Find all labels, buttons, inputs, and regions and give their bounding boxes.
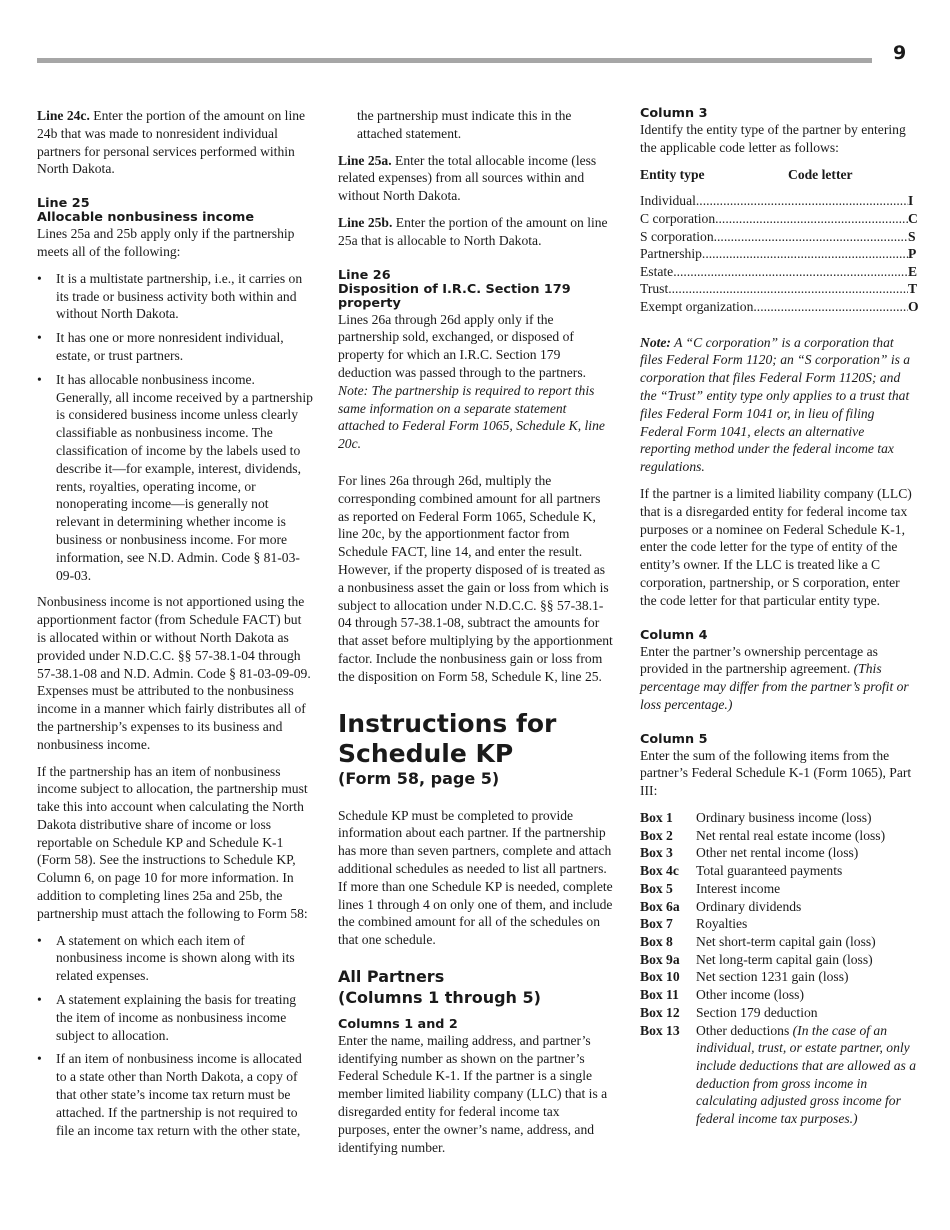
column-5-paragraph: Enter the sum of the following items from the partner’s Federal Schedule K-1 (Form 1065), Part III: <box>640 747 912 799</box>
note-paragraph: Note: A “C corporation” is a corporation that files Federal Form 1120; an “S corporation” is a corporation that files Federal Form 1120S; and the “Trust” entity type only applies to a trust that files Federal Form 1041 or, in lieu of filing Federal Form 1041, elects an alternative reporting method under the federal income tax regulations. <box>640 334 911 475</box>
header-rule <box>37 58 872 63</box>
column-4-paragraph: Enter the partner’s ownership percentage as provided in the partnership agreement. (This percentage may differ from the partner’s profit or loss percentage.) <box>640 643 909 712</box>
line-25-heading: Line 25 <box>37 196 90 212</box>
schedule-kp-paragraph: Schedule KP must be completed to provide information about each partner. If the partnership has more than seven partners, complete and attach additional schedules as needed to list all partners. If more than one Schedule KP is needed, complete lines 1 through 4 on only one of them, and include the combined amount for all of the schedules on that one schedule. <box>338 807 613 948</box>
line-24c-label: Line 24c. <box>37 108 90 123</box>
list-item: Box 8 Net short-term capital gain (loss) <box>640 934 876 949</box>
line-24c-text: Enter the portion of the amount on line 24b that was made to nonresident individual partners for personal services performed within North Dakota. <box>37 108 306 177</box>
entity-table <box>640 192 918 315</box>
section-subtitle: (Form 58, page 5) <box>338 768 500 788</box>
list-item: Box 1 Ordinary business income (loss) <box>640 810 872 826</box>
column-4-heading: Column 4 <box>640 627 708 643</box>
list-item: Box 10 Net section 1231 gain (loss) <box>640 969 849 985</box>
list-item: • It has one or more nonresident individual, estate, or trust partners. <box>37 330 284 363</box>
table-row: C corporation ..... C <box>640 210 918 228</box>
table-row: Individual ..... I <box>640 192 918 210</box>
list-item: Box 3 Other net rental income (loss) <box>640 845 859 861</box>
column-3-paragraph: Identify the entity type of the partner by entering the applicable code letter as follows: <box>640 122 906 155</box>
line-26-subheading: Disposition of I.R.C. Section 179 property <box>338 281 571 311</box>
line-24c-paragraph <box>37 107 313 178</box>
entity-table-header: Entity type Code letter <box>640 166 853 182</box>
list-item: Box 12 Section 179 deduction <box>640 1004 818 1020</box>
column-right <box>640 107 918 1128</box>
page-number: 9 <box>893 42 907 64</box>
line-25-intro: Lines 25a and 25b apply only if the partnership meets all of the following: <box>37 226 295 259</box>
column-middle <box>338 107 614 1165</box>
line-26-paragraph: Lines 26a through 26d apply only if the partnership sold, exchanged, or disposed of property for which an I.R.C. Section 179 deduction was passed through to the partners. Note: The partnership is required to report this same information on a separate statement attached to Federal Form 1065, Schedule K, line 20c. <box>338 311 605 452</box>
table-row: Partnership ..... P <box>640 245 918 263</box>
list-item: • It has allocable nonbusiness income. Generally, all income received by a partnership is considered business income unless clearly classifiable as nonbusiness income. The classification of income by the labels used to describe it—for example, interest, dividends, rents, royalties, operating income, or nonoperating income—is generally not relevant in determining whether income is business or nonbusiness income. For more information, see N.D. Admin. Code § 81-03-09-03. <box>37 371 313 583</box>
list-item: • A statement on which each item of nonbusiness income is shown along with its related expenses. <box>37 932 295 984</box>
attachments-list <box>37 932 313 1140</box>
llc-paragraph: If the partner is a limited liability company (LLC) that is a disregarded entity for federal income tax purposes or a nominee on Federal Schedule K-1, enter the code letter for the type of entity of the entity’s owner. If the LLC is treated like a C corporation, partnership, or S corporation, enter the code letter for that particular entity type. <box>640 485 912 608</box>
list-item: Box 2 Net rental real estate income (loss) <box>640 827 886 843</box>
all-partners-heading: All Partners (Columns 1 through 5) <box>338 966 541 1007</box>
table-row: Trust ..... T <box>640 280 918 298</box>
list-item: Box 5 Interest income <box>640 880 781 896</box>
conditions-list <box>37 270 313 585</box>
list-item: Box 4c Total guaranteed payments <box>640 863 843 879</box>
section-title: Instructions for Schedule KP <box>338 708 557 768</box>
continued-text: the partnership must indicate this in the attached statement. <box>357 108 572 141</box>
columns-1-2-heading: Columns 1 and 2 <box>338 1016 458 1032</box>
line-25b-paragraph: Line 25b. Enter the portion of the amount on line 25a that is allocable to North Dakota. <box>338 214 608 248</box>
list-item: • A statement explaining the basis for treating the item of income as nonbusiness income subject to allocation. <box>37 992 297 1043</box>
columns-1-2-paragraph: Enter the name, mailing address, and partner’s identifying number as shown on the partner’s Federal Schedule K-1. If the partner is a single member limited liability company (LLC) that is a disregarded entity for federal income tax purposes, enter the owner’s name, address, and identifying number. <box>338 1032 608 1155</box>
line-25a-paragraph: Line 25a. Enter the total allocable income (less related expenses) from all sources within and without North Dakota. <box>338 152 597 204</box>
item-paragraph: If the partnership has an item of nonbusiness income subject to allocation, the partnership must take this into account when calculating the North Dakota distributive share of income or loss reportable on Schedule KP and Schedule K-1 (Form 58). See the instructions to Schedule KP, Column 6, on page 10 for more information. In addition to completing lines 25a and 25b, the partnership must attach the following to Form 58: <box>37 763 308 921</box>
line-26-heading: Line 26 <box>338 267 391 283</box>
list-item: • It is a multistate partnership, i.e., it carries on its trade or business activity both within and without North Dakota. <box>37 270 303 322</box>
table-row: S corporation ..... S <box>640 228 918 246</box>
list-item: Box 9a Net long-term capital gain (loss) <box>640 951 873 967</box>
column-left <box>37 107 313 1148</box>
list-item: Box 7 Royalties <box>640 916 748 932</box>
list-item: Box 11 Other income (loss) <box>640 987 804 1003</box>
line-25-subheading: Allocable nonbusiness income <box>37 210 255 226</box>
list-item: Box 6a Ordinary dividends <box>640 898 802 914</box>
multiply-paragraph: For lines 26a through 26d, multiply the corresponding combined amount for all partners as reported on Federal Form 1065, Schedule K, line 20c, by the apportionment factor from Schedule FACT, line 14, and enter the result. However, if the property disposed of is treated as a nonbusiness asset the gain or loss from which is subject to allocation under N.D.C.C. §§ 57-38.1-04 through 57-38.1-08, subtract the amounts for that asset before multiplying by the apportionment factor. Include the nonbusiness gain or loss from the disposition on Form 58, Schedule K, line 25. <box>338 472 613 684</box>
table-row: Estate ..... E <box>640 263 918 281</box>
table-row: Exempt organization ..... O <box>640 298 918 316</box>
list-item: • If an item of nonbusiness income is allocated to a state other than North Dakota, a copy of that other state’s income tax return must be attached. If the partnership is not required to file an income tax return with the other state, <box>37 1051 302 1138</box>
nonbusiness-paragraph: Nonbusiness income is not apportioned using the apportionment factor (from Schedule FACT) but is allocated within or without North Dakota as provided under N.D.C.C. §§ 57-38.1-04 through 57-38.1-08 and N.D. Admin. Code § 81-03-09-09. Expenses must be attributed to the nonbusiness income in a manner which fairly distributes all of the partnership’s expenses to its business and nonbusiness income. <box>37 594 311 752</box>
line-26-note: Note: The partnership is required to report this same information on a separate statement attached to Federal Form 1065, Schedule K, line 20c. <box>338 382 605 452</box>
list-item: Box 13 Other deductions (In the case of an individual, trust, or estate partner, only include deductions that are allowed as a deduction from gross income in calculating adjusted gross income for federal income tax purposes.) <box>640 1022 916 1127</box>
box-list <box>640 809 918 1128</box>
column-5-heading: Column 5 <box>640 731 708 747</box>
column-3-heading: Column 3 <box>640 106 708 121</box>
